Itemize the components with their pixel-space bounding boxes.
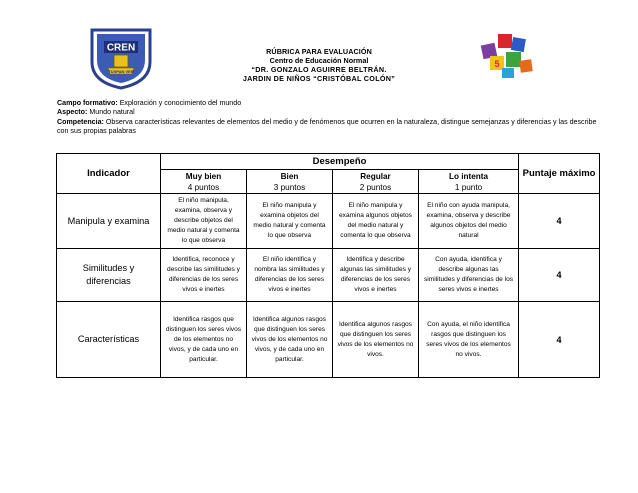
descriptor-cell: El niño manipula y examina objetos del medio natural y comenta lo que observa	[247, 194, 333, 249]
level-header: Regular 2 puntos	[333, 170, 419, 194]
document-header	[160, 47, 478, 83]
svg-text:TUXPAN VER: TUXPAN VER	[108, 69, 134, 74]
descriptor-cell: Identifica y describe algunas las similitudes y diferencias de los seres vivos e inertes	[333, 249, 419, 302]
aspecto: Aspecto: Mundo natural	[57, 108, 135, 117]
descriptor-cell: El niño manipula, examina, observa y describe objetos del medio natural y comenta lo que observa	[161, 194, 247, 249]
table-row	[57, 249, 600, 302]
descriptor-cell: El niño manipula y examina algunos objetos del medio natural y comenta lo que observa	[333, 194, 419, 249]
level-header: Muy bien 4 puntos	[161, 170, 247, 194]
descriptor-cell: El niño con ayuda manipula, examina, observa y describe algunos objetos del medio natural	[419, 194, 519, 249]
indicador-cell: Características	[57, 302, 161, 378]
header-institution: Centro de Educación Normal	[269, 56, 369, 65]
competencia: Competencia: Observa características relevantes de elementos del medio y de fenómenos que ocurren en la naturaleza, distingue semejanzas y diferencias y las describe con sus propias palabras	[57, 117, 597, 136]
svg-text:5: 5	[494, 59, 500, 69]
descriptor-cell: Con ayuda, identifica y describe algunas las similitudes y diferencias de los seres vivos e inertes	[419, 249, 519, 302]
puntaje-header: Puntaje máximo	[519, 154, 600, 194]
rubric-meta	[57, 99, 597, 137]
rubric-table	[56, 153, 600, 378]
table-row	[57, 194, 600, 249]
descriptor-cell: Identifica algunos rasgos que distinguen los seres vivos de los elementos no vivos, y de cada uno en particular.	[247, 302, 333, 378]
descriptor-cell: Identifica algunos rasgos que distinguen los seres vivos de los elementos no vivos.	[333, 302, 419, 378]
indicador-cell: Similitudes y diferencias	[57, 249, 161, 302]
header-institution-name: “DR. GONZALO AGUIRRE BELTRÁN.	[251, 65, 387, 74]
score-cell: 4	[519, 302, 600, 378]
svg-text:CREN: CREN	[106, 42, 136, 54]
descriptor-cell: Identifica, reconoce y describe las similitudes y diferencias de los seres vivos e inertes	[161, 249, 247, 302]
toy-blocks-image	[478, 30, 540, 80]
table-row	[57, 302, 600, 378]
descriptor-cell: Identifica rasgos que distinguen los seres vivos de los elementos no vivos, y de cada uno en particular.	[161, 302, 247, 378]
descriptor-cell: Con ayuda, el niño identifica rasgos que distinguen los seres vivos de los elementos no vivos.	[419, 302, 519, 378]
desempeno-header: Desempeño	[161, 154, 519, 170]
indicador-cell: Manipula y examina	[57, 194, 161, 249]
indicador-header: Indicador	[57, 154, 161, 194]
header-school: JARDIN DE NIÑOS “CRISTÓBAL COLÓN”	[242, 74, 396, 83]
score-cell: 4	[519, 194, 600, 249]
level-header: Lo intenta 1 punto	[419, 170, 519, 194]
level-header: Bien 3 puntos	[247, 170, 333, 194]
header-title: RÚBRICA PARA EVALUACIÓN	[266, 47, 372, 56]
descriptor-cell: El niño identifica y nombra las similitudes y diferencias de los seres vivos e inertes	[247, 249, 333, 302]
score-cell: 4	[519, 249, 600, 302]
campo-formativo: Campo formativo: Exploración y conocimiento del mundo	[57, 99, 242, 107]
school-logo	[86, 24, 156, 90]
